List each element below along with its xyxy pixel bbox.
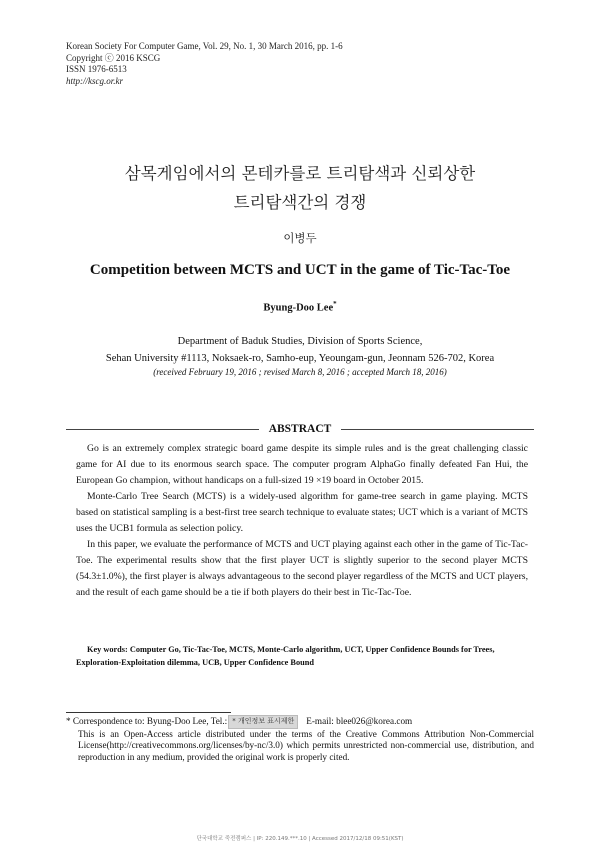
korean-author: 이병두	[283, 231, 317, 245]
license-statement: This is an Open-Access article distributed under the terms of the Creative Commons Attribution Non-Commercial License(http://creativecommons.org/licenses/by-nc/3.0) which permits unrestricted non-commercial use, distribution, and reproduction in any medium, provided the original work is properly cited.	[78, 728, 534, 762]
author-mark: *	[333, 300, 337, 308]
korean-title-line2: 트리탐색간의 경쟁	[233, 193, 367, 212]
affiliation-line2: Sehan University #1113, Noksaek-ro, Samho-eup, Yeoungam-gun, Jeonnam 526-702, Korea	[105, 353, 495, 364]
correspondence-line	[66, 715, 534, 729]
footnote-rule	[66, 712, 231, 713]
abstract-rule-left	[66, 429, 259, 430]
abstract-paragraph-2: Monte-Carlo Tree Search (MCTS) is a widely-used algorithm for game-tree search in game playing. MCTS based on statistical sampling is a best-first tree search technique to evaluate states; UCT which is a variant of MCTS uses the UCB1 formula as selection policy.	[76, 491, 528, 534]
abstract-heading: ABSTRACT	[268, 423, 332, 435]
abstract-paragraph-3: In this paper, we evaluate the performance of MCTS and UCT playing against each other in the game of Tic-Tac-Toe. The experimental results show that the first player UCT is slightly superior to the second player MCTS (54.3±1.0%), the first player is always advantageous to the second player regardless of the MCTS and UCT players, and the result of each game should be a tie if both players do their best in Tic-Tac-Toe.	[76, 539, 528, 598]
correspondence-prefix: * Correspondence to: Byung-Doo Lee, Tel.:	[66, 716, 228, 726]
footnote	[66, 715, 534, 763]
submission-dates: (received February 19, 2016 ; revised March 8, 2016 ; accepted March 18, 2016)	[153, 367, 447, 377]
redacted-phone-badge: * 개인정보 표시제한	[228, 715, 298, 729]
korean-title-line1: 삼목게임에서의 몬테카를로 트리탐색과 신뢰상한	[124, 164, 476, 183]
access-stamp: 단국대학교 죽전캠퍼스 | IP: 220.149.***.10 | Accessed 2017/12/18 09:51(KST)	[196, 836, 404, 842]
abstract-rule-right	[341, 429, 534, 430]
affiliation-line1: Department of Baduk Studies, Division of Sports Science,	[177, 336, 423, 347]
korean-title	[0, 159, 600, 217]
journal-header	[66, 41, 343, 87]
issn-line: ISSN 1976-6513	[66, 64, 127, 74]
journal-url: http://kscg.or.kr	[66, 75, 123, 86]
abstract-body	[76, 441, 528, 601]
abstract-paragraph-1: Go is an extremely complex strategic board game despite its simple rules and is the great challenging classic game for AI due to its enormous search space. The computer program AlphaGo finally defeated Fan Hui, the European Go champion, without handicaps on a full-sized 19 ×19 board in October 2015.	[76, 443, 528, 486]
journal-citation: Korean Society For Computer Game, Vol. 29, No. 1, 30 March 2016, pp. 1-6	[66, 41, 343, 51]
author-name: Byung-Doo Lee	[263, 302, 334, 314]
abstract-heading-row	[66, 423, 534, 435]
affiliation	[0, 333, 600, 367]
correspondence-email: E-mail: blee026@korea.com	[306, 716, 413, 726]
english-author	[0, 300, 600, 314]
copyright-line: Copyright ⓒ 2016 KSCG	[66, 52, 161, 63]
english-title: Competition between MCTS and UCT in the game of Tic-Tac-Toe	[89, 262, 511, 278]
keywords: Key words: Computer Go, Tic-Tac-Toe, MCTS, Monte-Carlo algorithm, UCT, Upper Confidence Bounds for Trees, Exploration-Exploitation dilemma, UCB, Upper Confidence Bound	[76, 645, 495, 667]
